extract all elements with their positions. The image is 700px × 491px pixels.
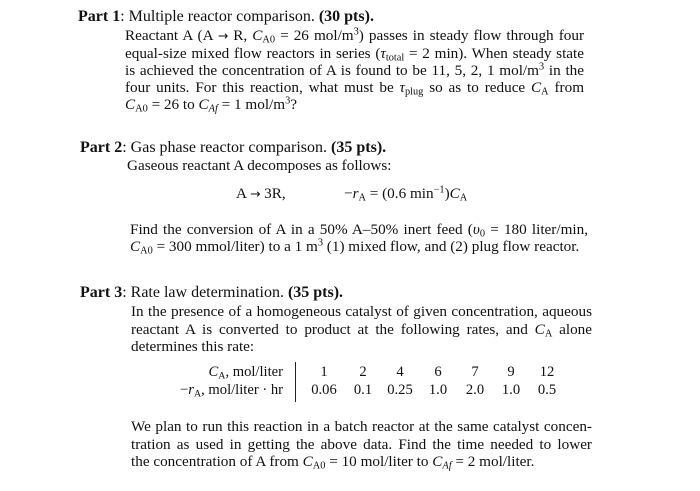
part-1-line-1: Reactant A (A → R, $C_{A0} = 26$ mol/$m^3$) passes in steady flow through four (125, 26, 584, 46)
part-1-points: (30 pts). (318, 8, 374, 25)
table-divider-line (295, 362, 296, 402)
part-1-label: Part 1 (78, 8, 121, 25)
part-3-heading: Part 3: Rate law determination. (35 pts). (80, 284, 344, 301)
part-1-line-2: equal-size mixed flow reactors in series ($\tau_{total} = 2$ min). When steady state (125, 45, 584, 64)
part-2-question-line-2: $C_{A0} = 300$ mmol/liter) to a 1 $m^3$ (1) mixed flow, and (2) plug flow reactor. (130, 237, 580, 257)
part-2-rate-equation: $-r_A = (0.6$ $\min^{-1})C_A$ (344, 184, 468, 204)
part-1-line-4: four units. For this reaction, what must be $\tau_{plug}$ so as to reduce $C_A$ from (125, 79, 585, 98)
part-2-points: (35 pts). (331, 139, 387, 156)
part-1-line-5: $C_{A0} = 26$ to $C_{Af} = 1$ mol/$m^3$? (125, 95, 297, 115)
part-2-label: Part 2 (80, 139, 123, 156)
part-3-line-1: In the presence of a homogeneous catalyst of given concentration, aqueous (131, 303, 592, 320)
part-3-line-2: reactant A is converted to product at the following rates, and $C_A$ alone (131, 321, 593, 340)
part-3-points: (35 pts). (287, 284, 344, 301)
part-2-heading: Part 2: Gas phase reactor comparison. (35 pts). (80, 139, 387, 156)
part-2-question-line-1: Find the conversion of A in a 50% A–50% inert feed ($\upsilon_0 = 180$ liter/min, (130, 221, 588, 240)
part-3-line-3: determines this rate: (131, 338, 255, 355)
part-1-heading: Part 1: Multiple reactor comparison. (30 pts). (78, 8, 374, 25)
part-1-line-3: is achieved the concentration of A is found to be 11, 5, 2, 1 mol/$m^3$ in the (125, 61, 584, 79)
rate-data-table-labels (150, 364, 283, 404)
part-3-question-line-2: tration as used in getting the above data. Find the time needed to lower (131, 436, 592, 453)
table-cell-rate: 0.5 (537, 382, 557, 398)
table-cell-concentration: 4 (396, 364, 404, 380)
table-cell-concentration: 1 (320, 364, 328, 380)
table-cell-concentration: 9 (507, 364, 515, 380)
table-cell-rate: 2.0 (465, 382, 485, 398)
table-row-label-rate: $-r_A$, mol/liter · hr (180, 382, 283, 400)
part-3-question-line-3: the concentration of A from $C_{A0} = 10$ mol/liter to $C_{Af} = 2$ mol/liter. (131, 453, 535, 472)
part-3-title: Rate law determination. (130, 284, 284, 301)
part-1-title: Multiple reactor comparison. (128, 8, 315, 25)
table-cell-concentration: 2 (359, 364, 367, 380)
table-cell-concentration: 12 (539, 364, 555, 380)
part-2-intro: Gaseous reactant A decomposes as follows: (127, 157, 392, 174)
arrow-symbol: → (217, 28, 229, 43)
table-cell-concentration: 6 (434, 364, 442, 380)
table-cell-rate: 0.25 (387, 382, 413, 398)
table-cell-rate: 0.1 (353, 382, 373, 398)
table-cell-concentration: 7 (471, 364, 479, 380)
part-2-title: Gas phase reactor comparison. (130, 139, 328, 156)
table-cell-rate: 1.0 (428, 382, 448, 398)
table-row-label-concentration: $C_A$, mol/liter (208, 364, 283, 382)
part-3-question-line-1: We plan to run this reaction in a batch reactor at the same catalyst concen- (131, 418, 592, 435)
table-cell-rate: 1.0 (501, 382, 521, 398)
table-cell-rate: 0.06 (311, 382, 337, 398)
part-3-label: Part 3 (80, 284, 123, 301)
part-2-reaction: A → 3R, (236, 185, 286, 202)
